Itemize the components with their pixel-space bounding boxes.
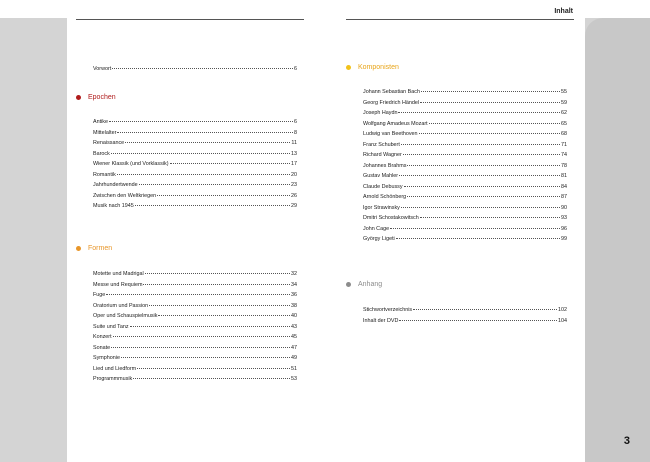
toc-entry-title: Renaissance: [93, 140, 125, 146]
dot-leader: [419, 132, 560, 134]
toc-entry[interactable]: [93, 149, 297, 159]
toc-entry-title: Programmmusik: [93, 376, 133, 382]
toc-entry[interactable]: [93, 332, 297, 342]
toc-entry[interactable]: [93, 364, 297, 374]
toc-entry-vorwort[interactable]: [93, 64, 297, 74]
toc-entry-page: 6: [294, 66, 297, 72]
toc-entry-title: Dmitri Schostakowitsch: [363, 215, 419, 221]
dot-leader: [404, 185, 560, 187]
toc-entry-title: Johann Sebastian Bach: [363, 89, 420, 95]
dot-leader: [420, 216, 560, 218]
dot-leader: [139, 183, 290, 185]
toc-entry-page: 43: [291, 323, 297, 330]
toc-entry-title: Konzert: [93, 334, 112, 340]
toc-entry-page: 78: [561, 162, 567, 169]
toc-entry-page: 74: [561, 152, 567, 158]
dot-leader: [407, 195, 560, 197]
section-heading-anhang: [346, 281, 382, 288]
toc-entry[interactable]: [93, 128, 297, 138]
dot-leader: [117, 131, 293, 133]
toc-entry-title: Motette und Madrigal: [93, 271, 144, 277]
toc-entry-page: 62: [561, 110, 567, 116]
toc-entry-page: 38: [291, 302, 297, 309]
toc-entry-page: 36: [291, 292, 297, 298]
toc-entry-title: Claude Debussy: [363, 183, 403, 190]
page-header-title: Inhalt: [554, 8, 573, 15]
header-rule-right: [346, 19, 574, 20]
section-heading-epochen: [76, 94, 116, 101]
toc-entry[interactable]: [93, 280, 297, 290]
dot-leader: [399, 319, 557, 321]
toc-entry-title: Sonate: [93, 344, 111, 351]
toc-entry-title: Lied und Liedform: [93, 365, 137, 372]
dot-leader: [401, 206, 560, 208]
toc-entry-title: Wiener Klassik (und Vorklassik): [93, 161, 169, 167]
toc-entry-title: Zwischen den Weltkriegen: [93, 192, 157, 199]
toc-entry-page: 71: [561, 141, 567, 148]
dot-leader: [111, 152, 290, 154]
dot-leader: [420, 101, 560, 103]
toc-entry[interactable]: [363, 150, 567, 160]
dot-leader: [158, 314, 290, 316]
toc-entry[interactable]: [363, 171, 567, 181]
toc-entry[interactable]: [363, 213, 567, 223]
section-title: Anhang: [358, 281, 383, 288]
dot-leader: [113, 335, 290, 337]
toc-entry[interactable]: [93, 311, 297, 321]
toc-entry-title: Richard Wagner: [363, 152, 402, 158]
toc-entry-title: Oper und Schauspielmusik: [93, 313, 158, 319]
toc-entry-page: 45: [291, 334, 297, 340]
toc-entry-title: Ludwig van Beethoven: [363, 131, 418, 137]
dot-leader: [157, 194, 290, 196]
toc-entry-page: 47: [291, 344, 297, 351]
section-title: Epochen: [88, 94, 116, 101]
toc-entry-title: Georg Friedrich Händel: [363, 99, 420, 106]
toc-entry[interactable]: [363, 87, 567, 97]
toc-entry-title: Inhalt der DVD: [363, 317, 399, 324]
toc-entry[interactable]: [93, 138, 297, 148]
toc-entry[interactable]: [93, 170, 297, 180]
toc-entry[interactable]: [93, 353, 297, 363]
toc-entry-page: 90: [561, 204, 567, 211]
dot-leader: [111, 346, 290, 348]
dot-leader: [399, 174, 560, 176]
toc-entry-title: Oratorium und Passion: [93, 302, 149, 309]
epochen-bullet-icon: [76, 95, 81, 100]
toc-entry-title: György Ligeti: [363, 236, 395, 242]
formen-bullet-icon: [76, 246, 81, 251]
dot-leader: [403, 153, 560, 155]
dot-leader: [396, 237, 560, 239]
toc-entry[interactable]: [363, 192, 567, 202]
toc-entry[interactable]: [93, 269, 297, 279]
toc-entry-title: Igor Strawinsky: [363, 204, 400, 211]
toc-entry-page: 81: [561, 173, 567, 179]
toc-entry-page: 99: [561, 236, 567, 242]
dot-leader: [390, 227, 560, 229]
section-title: Formen: [88, 245, 113, 252]
toc-entry[interactable]: [93, 117, 297, 127]
section-title: Komponisten: [358, 64, 399, 71]
toc-entry[interactable]: [363, 234, 567, 244]
toc-entry[interactable]: [363, 140, 567, 150]
left-edge-tab: [0, 18, 67, 462]
dot-leader: [170, 162, 291, 164]
anhang-bullet-icon: [346, 282, 351, 287]
dot-leader: [135, 204, 290, 206]
toc-entry-title: Stichwortverzeichnis: [363, 307, 413, 313]
toc-entry-title: Joseph Haydn: [363, 110, 398, 116]
toc-entry-page: 26: [291, 192, 297, 199]
toc-entry-title: Suite und Tanz: [93, 323, 129, 330]
right-edge-tab: [585, 18, 650, 462]
toc-entry[interactable]: [93, 343, 297, 353]
toc-entry[interactable]: [93, 290, 297, 300]
page-number: 3: [623, 435, 630, 447]
toc-entry-page: 8: [294, 129, 297, 136]
toc-entry[interactable]: [93, 201, 297, 211]
toc-entry-page: 23: [291, 182, 297, 188]
section-heading-komponisten: [346, 64, 399, 71]
toc-entry-title: Antike: [93, 119, 108, 125]
toc-entry-title: Fuge: [93, 292, 106, 298]
toc-entry[interactable]: [363, 203, 567, 213]
dot-leader: [429, 122, 560, 124]
toc-entry-title: Johannes Brahms: [363, 162, 407, 169]
toc-entry-page: 87: [561, 194, 567, 200]
toc-entry-page: 55: [561, 89, 567, 95]
toc-entry[interactable]: [93, 322, 297, 332]
dot-leader: [133, 377, 290, 379]
dot-leader: [401, 143, 560, 145]
toc-entry-page: 20: [291, 171, 297, 178]
toc-entry[interactable]: [363, 316, 567, 326]
toc-entry-page: 40: [291, 313, 297, 319]
header-rule-left: [76, 19, 304, 20]
dot-leader: [143, 283, 290, 285]
dot-leader: [149, 304, 290, 306]
toc-entry-title: Wolfgang Amadeus Mozart: [363, 120, 428, 127]
toc-entry-page: 17: [291, 161, 297, 167]
toc-entry-page: 29: [291, 203, 297, 209]
toc-entry-page: 11: [291, 140, 297, 146]
dot-leader: [125, 141, 290, 143]
dot-leader: [121, 356, 290, 358]
toc-entry[interactable]: [363, 108, 567, 118]
toc-entry-page: 65: [561, 120, 567, 127]
dot-leader: [112, 67, 293, 69]
dot-leader: [407, 164, 560, 166]
toc-entry-page: 93: [561, 215, 567, 221]
toc-entry-title: Jahrhundertwende: [93, 182, 138, 188]
dot-leader: [109, 120, 293, 122]
toc-entry-page: 13: [291, 150, 297, 157]
toc-entry-page: 53: [291, 376, 297, 382]
toc-entry[interactable]: [93, 191, 297, 201]
toc-entry-page: 102: [558, 307, 567, 313]
toc-entry[interactable]: [93, 159, 297, 169]
dot-leader: [106, 293, 290, 295]
toc-entry-page: 84: [561, 183, 567, 190]
toc-entry[interactable]: [363, 305, 567, 315]
komponisten-bullet-icon: [346, 65, 351, 70]
toc-entry-title: Mittelalter: [93, 129, 117, 136]
toc-entry[interactable]: [363, 224, 567, 234]
dot-leader: [145, 272, 290, 274]
toc-entry[interactable]: [363, 98, 567, 108]
page-margin-left: [0, 0, 67, 18]
dot-leader: [130, 325, 290, 327]
toc-entry-page: 96: [561, 225, 567, 232]
section-heading-formen: [76, 245, 112, 252]
toc-entry[interactable]: [363, 119, 567, 129]
toc-entry-title: Messe und Requiem: [93, 281, 143, 288]
toc-entry[interactable]: [363, 161, 567, 171]
toc-entry-title: John Cage: [363, 225, 390, 232]
toc-entry[interactable]: [93, 180, 297, 190]
toc-entry-page: 68: [561, 131, 567, 137]
toc-entry-title: Franz Schubert: [363, 141, 400, 148]
toc-entry-page: 104: [558, 317, 567, 324]
toc-entry-page: 32: [291, 271, 297, 277]
toc-entry-title: Arnold Schönberg: [363, 194, 407, 200]
dot-leader: [137, 367, 290, 369]
toc-entry[interactable]: [93, 374, 297, 384]
toc-entry-page: 6: [294, 119, 297, 125]
toc-entry-page: 59: [561, 99, 567, 106]
toc-entry-title: Symphonie: [93, 355, 120, 361]
toc-entry-title: Gustav Mahler: [363, 173, 399, 179]
dot-leader: [117, 173, 290, 175]
toc-entry-page: 51: [291, 365, 297, 372]
dot-leader: [398, 111, 560, 113]
page-margin-right: [585, 0, 650, 18]
toc-entry-page: 34: [291, 281, 297, 288]
dot-leader: [413, 308, 557, 310]
toc-entry[interactable]: [363, 182, 567, 192]
toc-entry[interactable]: [93, 301, 297, 311]
dot-leader: [421, 90, 560, 92]
toc-entry-title: Vorwort: [93, 66, 112, 72]
toc-entry-page: 49: [291, 355, 297, 361]
toc-entry-title: Romantik: [93, 171, 116, 178]
toc-entry[interactable]: [363, 129, 567, 139]
toc-entry-title: Barock: [93, 150, 110, 157]
toc-entry-title: Musik nach 1945: [93, 203, 134, 209]
